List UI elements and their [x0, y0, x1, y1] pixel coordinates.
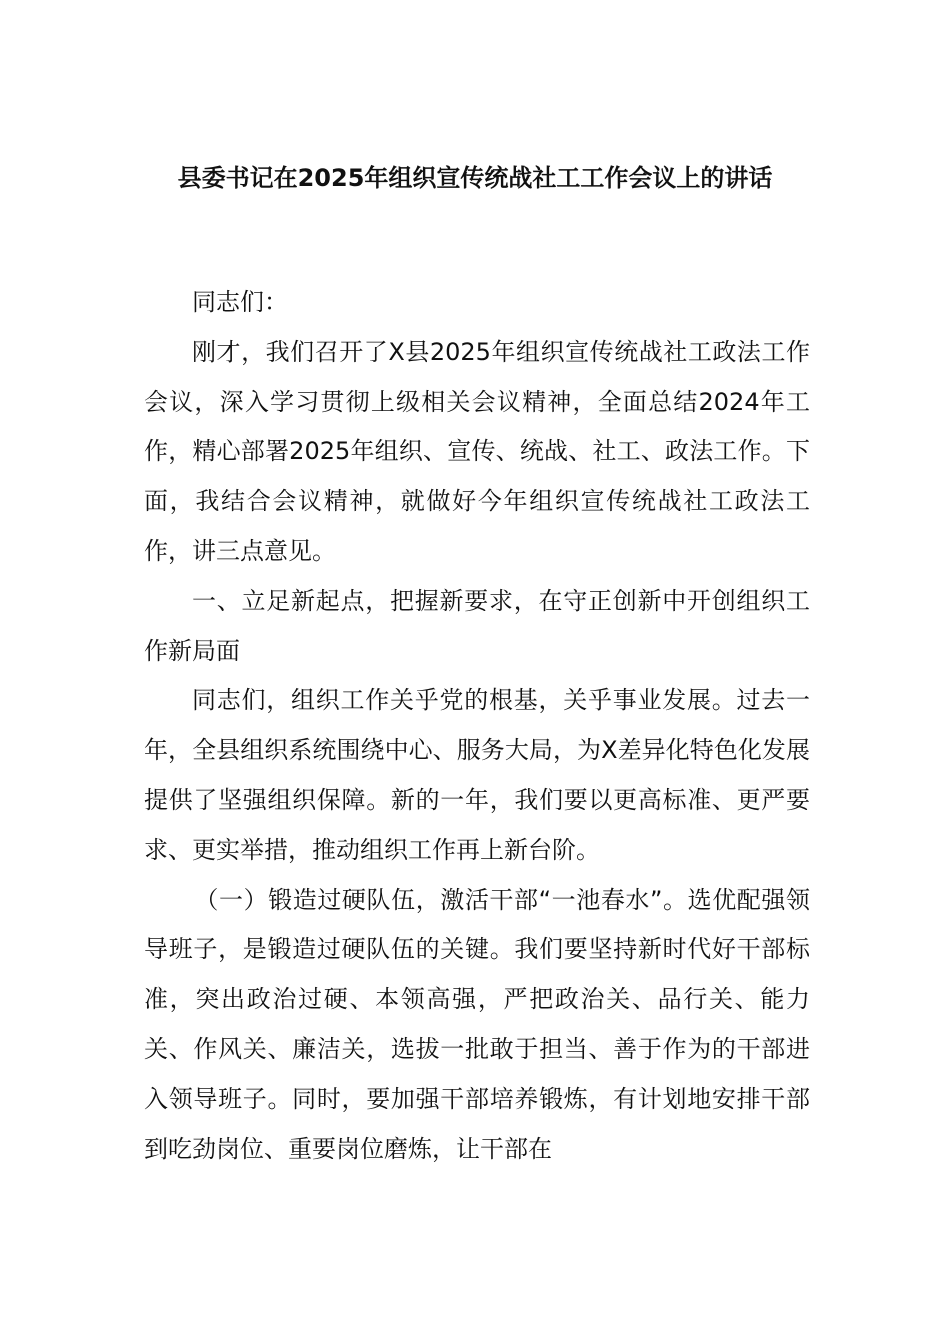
- section-1-paragraph: 同志们，组织工作关乎党的根基，关乎事业发展。过去一年，全县组织系统围绕中心、服务大局，为X差异化特色化发展提供了坚强组织保障。新的一年，我们要以更高标准、更严要求、更实举措，推动组织工作再上新台阶。: [144, 686, 810, 864]
- subsection-1-paragraph: （一）锻造过硬队伍，激活干部“一池春水”。选优配强领导班子，是锻造过硬队伍的关键。我们要坚持新时代好干部标准，突出政治过硬、本领高强，严把政治关、品行关、能力关、作风关、廉洁关，选拔一批敢于担当、善于作为的干部进入领导班子。同时，要加强干部培养锻炼，有计划地安排干部到吃劲岗位、重要岗位磨炼，让干部在: [144, 885, 810, 1163]
- section-heading-1: 一、立足新起点，把握新要求，在守正创新中开创组织工作新局面: [144, 586, 810, 665]
- intro-paragraph: 刚才，我们召开了X县2025年组织宣传统战社工政法工作会议，深入学习贯彻上级相关会议精神，全面总结2024年工作，精心部署2025年组织、宣传、统战、社工、政法工作。下面，我结合会议精神，就做好今年组织宣传统战社工政法工作，讲三点意见。: [144, 337, 810, 565]
- document-title: 县委书记在2025年组织宣传统战社工工作会议上的讲话: [177, 164, 773, 192]
- document-body: [144, 278, 810, 1174]
- salutation-paragraph: 同志们：: [192, 288, 288, 316]
